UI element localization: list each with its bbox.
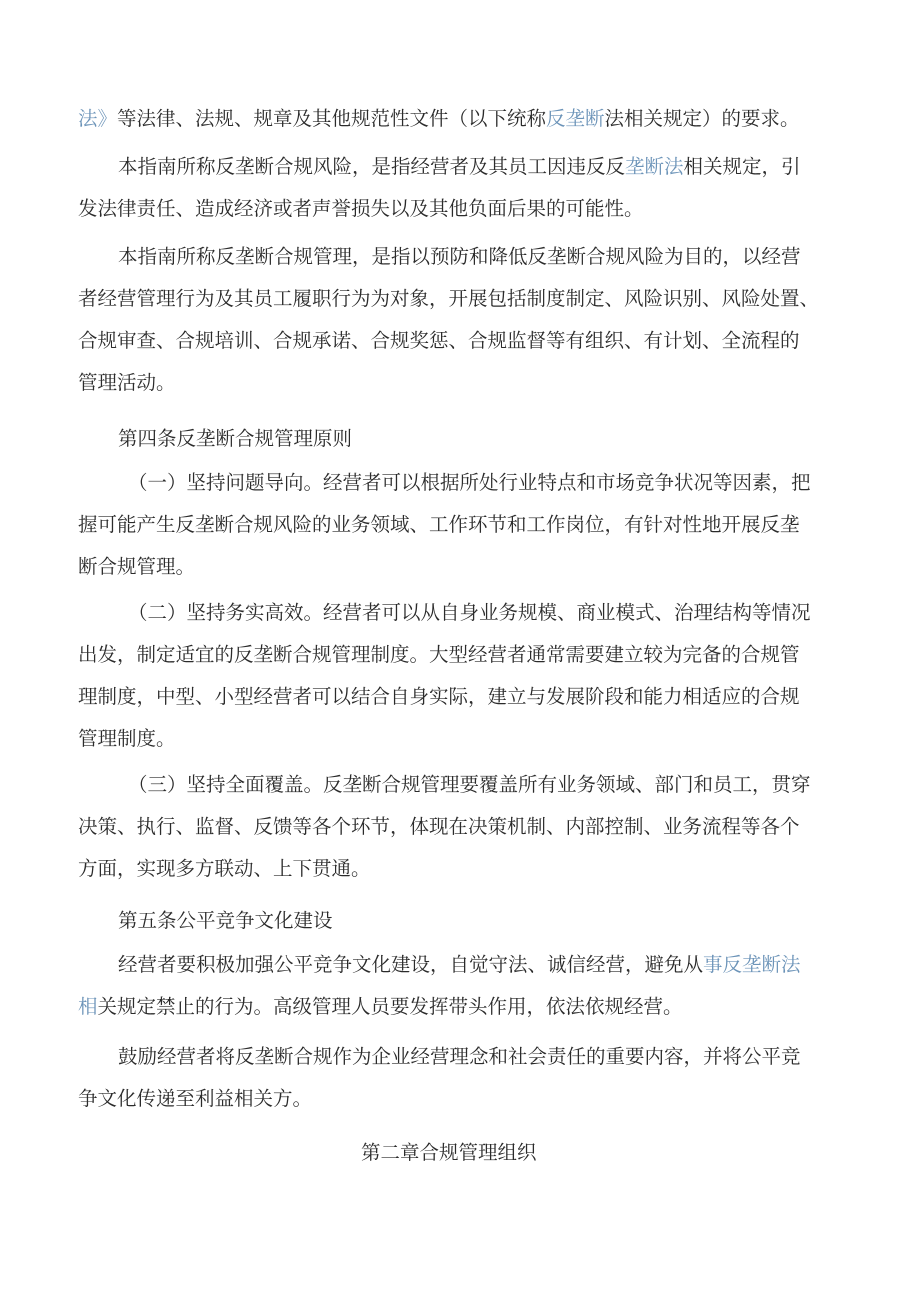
paragraph-line (78, 994, 683, 1020)
paragraph-line: 方面，实现多方联动、上下贯通。 (78, 857, 371, 880)
paragraph-line: 握可能产生反垄断合规风险的业务领域、工作环节和工作岗位，有针对性地开展反垄 (78, 513, 800, 536)
paragraph-line: （一）坚持问题导向。经营者可以根据所处行业特点和市场竞争状况等因素，把 (128, 471, 811, 494)
paragraph-line (118, 154, 801, 180)
article-heading: 第五条公平竞争文化建设 (118, 909, 333, 932)
paragraph-line: 合规审查、合规培训、合规承诺、合规奖惩、合规监督等有组织、有计划、全流程的 (78, 329, 800, 352)
body-text: 经营者要积极加强公平竞争文化建设，自觉守法、诚信经营，避免从 (118, 953, 704, 976)
paragraph-line: 断合规管理。 (78, 555, 196, 578)
chapter-heading: 第二章合规管理组织 (361, 1141, 537, 1164)
paragraph-line: 管理活动。 (78, 371, 176, 394)
paragraph-line: 出发，制定适宜的反垄断合规管理制度。大型经营者通常需要建立较为完备的合规管 (78, 643, 800, 666)
paragraph-line: （三）坚持全面覆盖。反垄断合规管理要覆盖所有业务领域、部门和员工，贯穿 (128, 773, 811, 796)
highlighted-text: 反垄断 (546, 107, 605, 130)
paragraph-line: 理制度，中型、小型经营者可以结合自身实际，建立与发展阶段和能力相适应的合规 (78, 685, 800, 708)
paragraph-line: 本指南所称反垄断合规管理，是指以预防和降低反垄断合规风险为目的，以经营 (118, 245, 801, 268)
paragraph-line: 争文化传递至利益相关方。 (78, 1087, 313, 1110)
paragraph-line (78, 106, 800, 132)
highlighted-text: 相 (78, 995, 98, 1018)
body-text: 等法律、法规、规章及其他规范性文件（以下统称 (117, 107, 547, 130)
body-text: 法相关规定）的要求。 (604, 107, 800, 130)
paragraph-line: 决策、执行、监督、反馈等各个环节，体现在决策机制、内部控制、业务流程等各个 (78, 815, 800, 838)
article-heading: 第四条反垄断合规管理原则 (118, 427, 353, 450)
paragraph-line: 鼓励经营者将反垄断合规作为企业经营理念和社会责任的重要内容，并将公平竞 (118, 1045, 801, 1068)
paragraph-line: 管理制度。 (78, 727, 176, 750)
paragraph-line: 发法律责任、造成经济或者声誉损失以及其他负面后果的可能性。 (78, 197, 644, 220)
paragraph-line: 者经营管理行为及其员工履职行为为对象，开展包括制度制定、风险识别、风险处置、 (78, 287, 820, 310)
body-text: 相关规定，引 (683, 155, 801, 178)
highlighted-text: 垄断法 (625, 155, 684, 178)
highlighted-text: 事反垄断法 (703, 953, 801, 976)
body-text: 本指南所称反垄断合规风险，是指经营者及其员工因违反反 (118, 155, 626, 178)
paragraph-line (118, 952, 801, 978)
highlighted-text: 法》 (78, 107, 118, 130)
body-text: 关规定禁止的行为。高级管理人员要发挥带头作用，依法依规经营。 (97, 995, 683, 1018)
paragraph-line: （二）坚持务实高效。经营者可以从自身业务规模、商业模式、治理结构等情况 (128, 601, 811, 624)
